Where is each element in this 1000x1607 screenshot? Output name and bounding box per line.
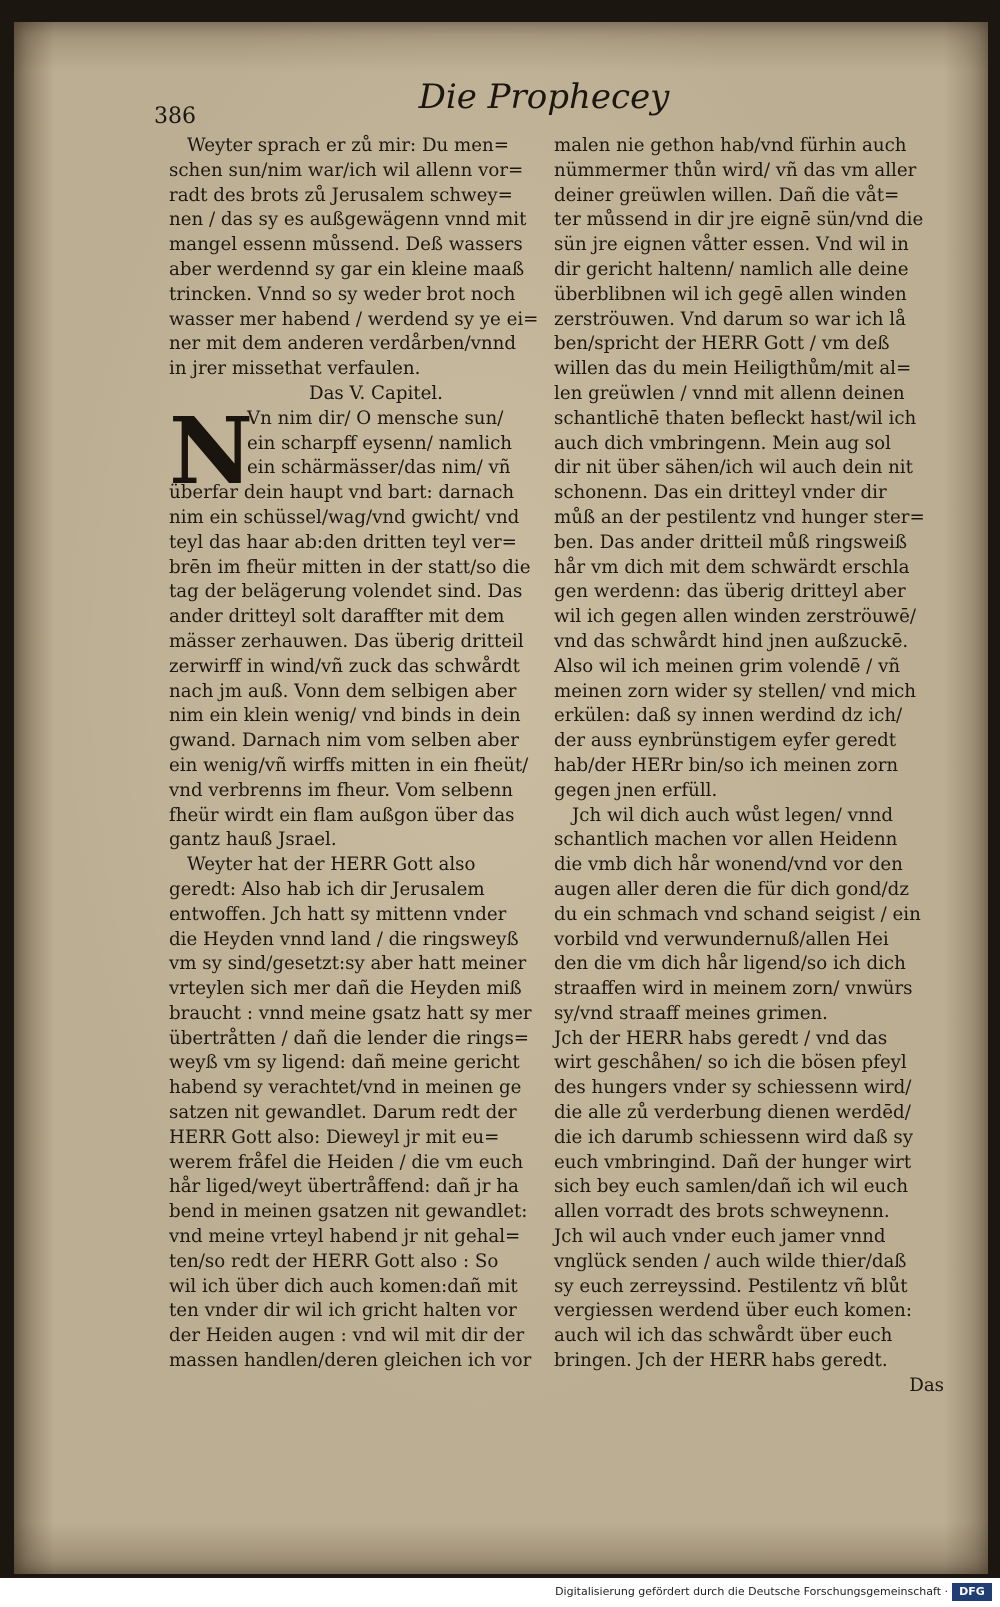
- left-paragraph-3: [169, 853, 554, 1374]
- text-line: ten/so redt der HERR Gott also : So: [169, 1250, 499, 1272]
- text-line: ein schärmässer/das nim/ vñ: [247, 457, 511, 479]
- text-line: den die vm dich hår ligend/so ich dich: [554, 953, 906, 975]
- text-line: übertråtten / dañ die lender die rings=: [169, 1027, 530, 1049]
- text-line: geredt: Also hab ich dir Jerusalem: [169, 878, 485, 900]
- text-line: nümmermer thůn wird/ vñ das vm aller: [554, 159, 917, 181]
- text-line: teyl das haar ab:den dritten teyl ver=: [169, 531, 517, 553]
- text-line: Jch wil dich auch wůst legen/ vnnd: [572, 804, 893, 826]
- text-line: vnd verbrenns im fheur. Vom selbenn: [169, 779, 513, 801]
- text-line: euch vmbringind. Dañ der hunger wirt: [554, 1151, 912, 1173]
- text-line: nach jm auß. Vonn dem selbigen aber: [169, 680, 517, 702]
- text-line: sy/vnd straaff meines grimen.: [554, 1002, 828, 1024]
- text-line: du ein schmach vnd schand seigist / ein: [554, 903, 921, 925]
- right-paragraph-1: [554, 134, 954, 804]
- footer-credit: Digitalisierung gefördert durch die Deutsche Forschungsgemeinschaft ·: [555, 1585, 948, 1598]
- text-line: trincken. Vnnd so sy weder brot noch: [169, 283, 516, 305]
- text-line: Vn nim dir/ O mensche sun/: [247, 407, 504, 429]
- left-column: [169, 134, 554, 1374]
- text-line: bringen. Jch der HERR habs geredt.: [554, 1350, 888, 1372]
- text-line: wirt geschåhen/ so ich die bösen pfeyl: [554, 1052, 907, 1074]
- text-line: hår liged/weyt übertråffend: dañ jr ha: [169, 1176, 519, 1198]
- text-line: ander dritteyl solt daraffter mit dem: [169, 606, 505, 628]
- text-line: gwand. Darnach nim vom selben aber: [169, 730, 519, 752]
- text-line: tag der belägerung volendet sind. Das: [169, 581, 523, 603]
- text-line: nen / das sy es außgewägenn vnnd mit: [169, 209, 527, 231]
- text-line: braucht : vnnd meine gsatz hatt sy mer: [169, 1002, 532, 1024]
- text-line: die vmb dich hår wonend/vnd vor den: [554, 854, 903, 876]
- page-number: 386: [154, 104, 196, 129]
- text-line: vorbild vnd verwundernuß/allen Hei: [554, 928, 889, 950]
- text-line: len greüwlen / vnnd mit allenn deinen: [554, 382, 905, 404]
- text-line: überblibnen wil ich gegē allen winden: [554, 283, 907, 305]
- text-line: auch dich vmbringenn. Mein aug sol: [554, 432, 891, 454]
- text-line: wil ich gegen allen winden zerströuwē/: [554, 606, 917, 628]
- left-paragraph-1: [169, 134, 554, 382]
- text-line: aber werdennd sy gar ein kleine maaß: [169, 258, 525, 280]
- text-line: habend sy verachtet/vnd in meinen ge: [169, 1077, 522, 1099]
- text-line: Jch der HERR habs geredt / vnd das: [554, 1027, 888, 1049]
- right-column: [554, 134, 954, 1399]
- text-line: sy euch zerreyssind. Pestilentz vñ blůt: [554, 1275, 908, 1297]
- text-line: ten vnder dir wil ich gricht halten vor: [169, 1300, 517, 1322]
- text-line: augen aller deren die für dich gond/dz: [554, 878, 909, 900]
- text-line: vnd meine vrteyl habend jr nit gehal=: [169, 1226, 521, 1248]
- text-line: hab/der HERr bin/so ich meinen zorn: [554, 754, 899, 776]
- text-line: vnd das schwårdt hind jnen außzuckē.: [554, 630, 909, 652]
- text-line: die alle zů verderbung dienen werdēd/: [554, 1102, 911, 1124]
- text-line: sün jre eignen våtter essen. Vnd wil in: [554, 234, 909, 256]
- running-head: Die Prophecey: [418, 77, 670, 117]
- text-line: fheür wirdt ein flam außgon über das: [169, 804, 515, 826]
- text-line: massen handlen/deren gleichen ich vor: [169, 1350, 532, 1372]
- text-line: schantlichē thaten befleckt hast/wil ich: [554, 407, 917, 429]
- text-line: die Heyden vnnd land / die ringsweyß: [169, 928, 519, 950]
- text-line: wil ich über dich auch komen:dañ mit: [169, 1275, 518, 1297]
- text-line: vrteylen sich mer dañ die Heyden miß: [169, 978, 522, 1000]
- text-line: in jrer missethat verfaulen.: [169, 358, 421, 380]
- text-line: nim ein schüssel/wag/vnd gwicht/ vnd: [169, 506, 520, 528]
- dropcap-letter: N: [169, 396, 254, 505]
- text-line: sich bey euch samlen/dañ ich wil euch: [554, 1176, 909, 1198]
- text-line: meinen zorn wider sy stellen/ vnd mich: [554, 680, 916, 702]
- text-line: Jch wil auch vnder euch jamer vnnd: [554, 1226, 886, 1248]
- text-line: wasser mer habend / werdend sy ye ei=: [169, 308, 539, 330]
- footer-bar: [0, 1578, 1000, 1607]
- text-line: werem fråfel die Heiden / die vm euch: [169, 1151, 524, 1173]
- text-line: schantlich machen vor allen Heidenn: [554, 829, 898, 851]
- text-line: weyß vm sy ligend: dañ meine gericht: [169, 1052, 520, 1074]
- left-paragraph-2: [169, 481, 554, 853]
- text-line: mässer zerhauwen. Das überig dritteil: [169, 630, 524, 652]
- text-line: Also wil ich meinen grim volendē / vñ: [554, 655, 901, 677]
- text-line: vergiessen werdend über euch komen:: [554, 1300, 913, 1322]
- text-line: gantz hauß Jsrael.: [169, 829, 337, 851]
- text-line: Weyter sprach er zů mir: Du men=: [187, 135, 510, 156]
- text-line: dir gericht haltenn/ namlich alle deine: [554, 258, 909, 280]
- text-line: erkülen: daß sy innen werdind dz ich/: [554, 705, 903, 727]
- text-line: hår vm dich mit dem schwärdt erschla: [554, 556, 910, 578]
- text-line: ein scharpff eysenn/ namlich: [247, 432, 512, 454]
- text-line: des hungers vnder sy schiessenn wird/: [554, 1077, 912, 1099]
- text-line: bend in meinen gsatzen nit gewandlet:: [169, 1201, 528, 1223]
- text-line: entwoffen. Jch hatt sy mittenn vnder: [169, 903, 507, 925]
- text-line: satzen nit gewandlet. Darum redt der: [169, 1102, 517, 1124]
- text-line: ein wenig/vñ wirffs mitten in ein fheüt/: [169, 754, 529, 776]
- text-line: nim ein klein wenig/ vnd binds in dein: [169, 705, 521, 727]
- text-line: überfar dein haupt vnd bart: darnach: [169, 482, 515, 504]
- text-line: zerströuwen. Vnd darum so war ich lå: [554, 308, 906, 330]
- text-line: malen nie gethon hab/vnd fürhin auch: [554, 135, 907, 156]
- book-page: [14, 22, 988, 1574]
- text-line: brēn im fheür mitten in der statt/so die: [169, 556, 531, 578]
- right-paragraph-2: [554, 804, 954, 1374]
- text-line: straaffen wird in meinem zorn/ vnwürs: [554, 978, 913, 1000]
- text-line: der Heiden augen : vnd wil mit dir der: [169, 1325, 525, 1347]
- text-line: radt des brots zů Jerusalem schwey=: [169, 184, 513, 206]
- text-line: HERR Gott also: Dieweyl jr mit eu=: [169, 1126, 500, 1148]
- text-line: můß an der pestilentz vnd hunger ster=: [554, 506, 925, 528]
- text-line: schonenn. Das ein dritteyl vnder dir: [554, 482, 887, 504]
- text-line: die ich darumb schiessenn wird daß sy: [554, 1126, 914, 1148]
- text-line: zerwirff in wind/vñ zuck das schwårdt: [169, 655, 520, 677]
- text-line: ben/spricht der HERR Gott / vm deß: [554, 333, 890, 355]
- text-line: gen werdenn: das überig dritteyl aber: [554, 581, 906, 603]
- chapter-heading: Das V. Capitel.: [309, 382, 443, 404]
- text-line: auch wil ich das schwårdt über euch: [554, 1325, 893, 1347]
- text-line: mangel essenn můssend. Deß wassers: [169, 234, 523, 256]
- text-line: willen das du mein Heiligthům/mit al=: [554, 358, 912, 380]
- text-line: der auss eynbrünstigem eyfer geredt: [554, 730, 897, 752]
- text-line: ben. Das ander dritteil můß ringsweiß: [554, 531, 907, 553]
- text-line: schen sun/nim war/ich wil allenn vor=: [169, 159, 524, 181]
- text-line: vm sy sind/gesetzt:sy aber hatt meiner: [169, 953, 527, 975]
- text-line: gegen jnen erfüll.: [554, 779, 718, 801]
- dfg-logo: DFG: [952, 1583, 992, 1601]
- text-line: dir nit über sähen/ich wil auch dein nit: [554, 457, 913, 479]
- text-line: vnglück senden / auch wilde thier/daß: [554, 1250, 907, 1272]
- text-line: deiner greüwlen willen. Dañ die våt=: [554, 184, 900, 206]
- text-line: allen vorradt des brots schweynenn.: [554, 1201, 890, 1223]
- text-line: ter můssend in dir jre eignē sün/vnd die: [554, 209, 924, 231]
- catchword: Das: [909, 1374, 944, 1396]
- text-line: Weyter hat der HERR Gott also: [187, 854, 476, 876]
- text-line: ner mit dem anderen verdårben/vnnd: [169, 333, 516, 355]
